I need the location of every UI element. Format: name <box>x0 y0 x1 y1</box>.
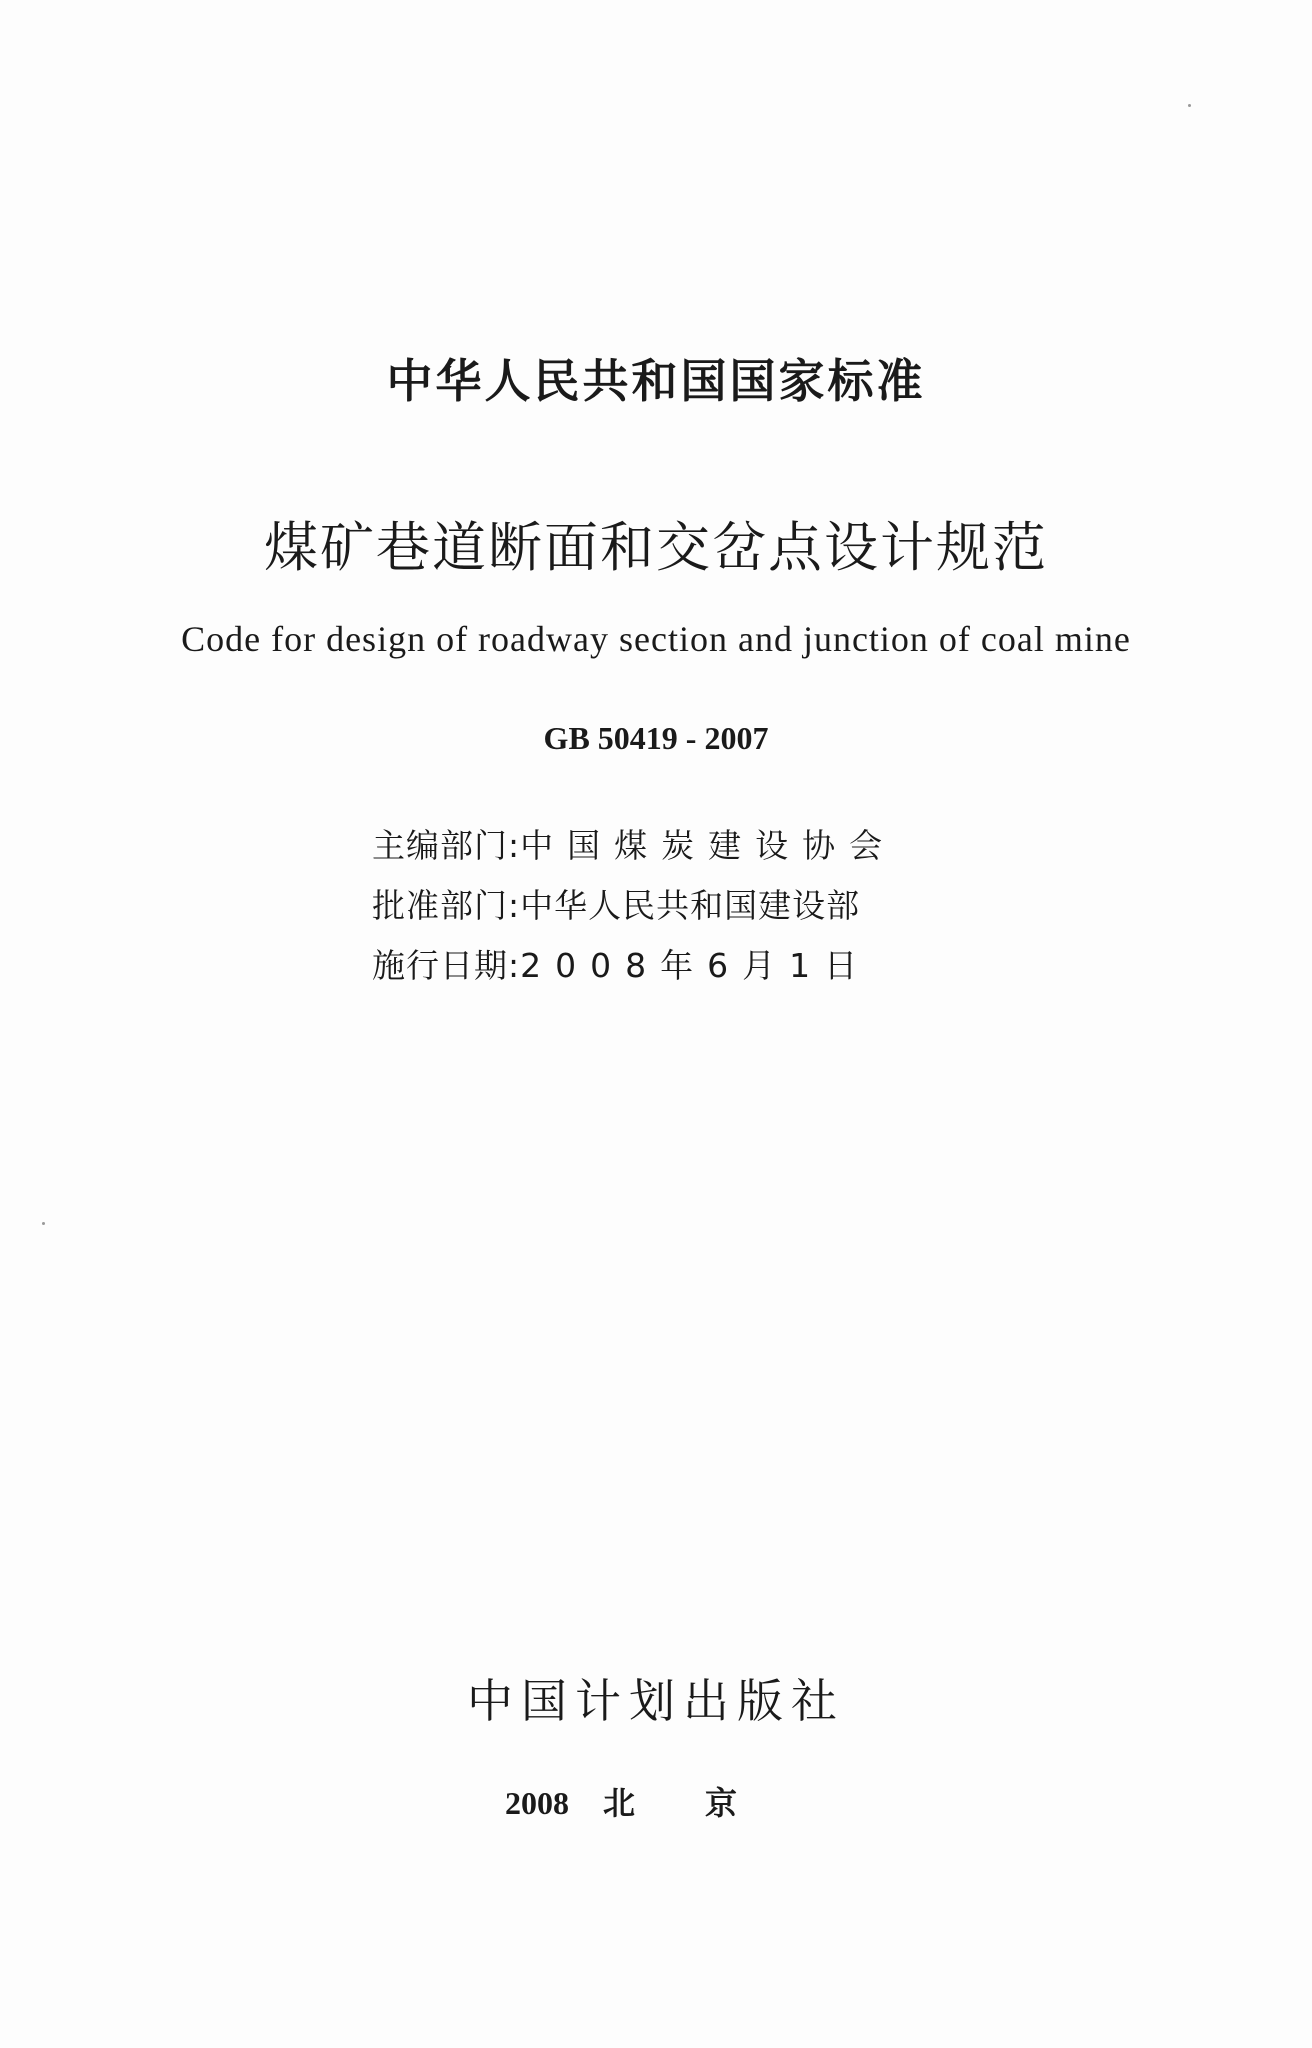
publication-info <box>0 1778 1312 1824</box>
effective-value: 2008年6月1日 <box>520 946 872 985</box>
standard-category: 中华人民共和国国家标准 <box>386 354 926 408</box>
document-title-english: Code for design of roadway section and junction of coal mine <box>181 619 1131 659</box>
editor-value: 中国煤炭建设协会 <box>520 826 897 865</box>
publication-city: 北京 <box>602 1785 807 1821</box>
editor-label: 主编部门: <box>372 826 521 865</box>
approver-value: 中华人民共和国建设部 <box>520 886 861 925</box>
standard-code: GB 50419 - 2007 <box>543 720 769 756</box>
approver-department <box>372 880 1072 927</box>
scan-speck <box>42 1222 45 1225</box>
scan-speck <box>1188 104 1191 107</box>
effective-label: 施行日期: <box>372 946 521 985</box>
document-title-chinese: 煤矿巷道断面和交岔点设计规范 <box>264 516 1048 579</box>
editor-department <box>372 820 1072 867</box>
publication-year: 2008 <box>504 1785 569 1821</box>
effective-date <box>372 940 1072 987</box>
publisher-name: 中国计划出版社 <box>467 1674 845 1728</box>
approver-label: 批准部门: <box>372 886 521 925</box>
